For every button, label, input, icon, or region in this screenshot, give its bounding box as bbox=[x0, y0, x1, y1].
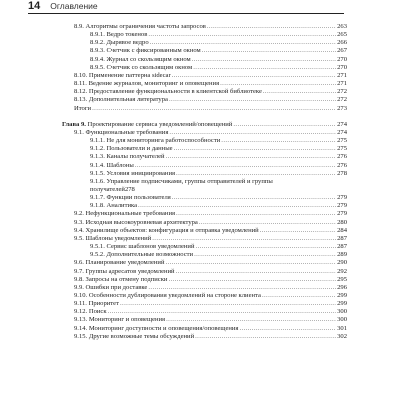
dot-leader bbox=[119, 300, 336, 308]
toc-entry-text: 9.7. Группы адресатов уведомлений bbox=[74, 267, 175, 275]
toc-entry-page: 280 bbox=[337, 218, 347, 226]
toc-entry-text: Итоги bbox=[74, 104, 92, 112]
dot-leader bbox=[168, 96, 336, 104]
dot-leader bbox=[173, 145, 337, 153]
toc-entry-page: 271 bbox=[337, 80, 347, 88]
dot-leader bbox=[134, 162, 336, 170]
toc-entry-page: 276 bbox=[337, 161, 347, 169]
toc-entry-page: 302 bbox=[337, 332, 347, 340]
toc-entry-multiline bbox=[90, 178, 347, 194]
toc-entry bbox=[90, 39, 347, 47]
dot-leader bbox=[147, 31, 336, 39]
toc-entry bbox=[90, 47, 347, 55]
toc-entry-page: 275 bbox=[337, 145, 347, 153]
dot-leader bbox=[201, 47, 336, 55]
dot-leader bbox=[164, 259, 336, 267]
toc-entry bbox=[74, 210, 347, 218]
toc-entry bbox=[90, 243, 347, 251]
toc-entry bbox=[74, 23, 347, 31]
toc-entry-text: 9.1.2. Пользователи и данные bbox=[90, 145, 173, 153]
toc-entry bbox=[74, 72, 347, 80]
dot-leader bbox=[165, 316, 336, 324]
toc-entry bbox=[90, 170, 347, 178]
toc-entry-text: 9.14. Мониторинг доступности и оповещения/оповещения bbox=[74, 324, 239, 332]
toc-entry bbox=[90, 56, 347, 64]
toc-entry bbox=[90, 162, 347, 170]
toc-entry-text: 9.10. Особенности дублирования уведомлений на стороне клиента bbox=[74, 292, 261, 299]
dot-leader bbox=[171, 72, 336, 80]
toc-entry bbox=[90, 251, 347, 259]
toc-entry-page: 279 bbox=[337, 194, 347, 202]
dot-leader bbox=[194, 333, 336, 341]
toc-entry-text: 8.13. Дополнительная литература bbox=[74, 96, 168, 104]
toc-entry bbox=[74, 88, 347, 96]
toc-entry-page: 278 bbox=[337, 169, 347, 177]
toc-entry-page: 272 bbox=[337, 96, 347, 104]
header-rule bbox=[28, 13, 344, 14]
dot-leader bbox=[192, 64, 336, 72]
toc-entry bbox=[74, 276, 347, 284]
toc-entry bbox=[74, 227, 347, 235]
dot-leader bbox=[168, 129, 336, 137]
toc-entry bbox=[90, 64, 347, 72]
toc-entry-text: 8.9.3. Счетчик с фиксированным окном bbox=[90, 47, 201, 55]
toc-entry-page: 299 bbox=[337, 300, 347, 308]
toc-entry-page: 274 bbox=[337, 128, 347, 136]
dot-leader bbox=[219, 80, 336, 88]
toc-entry-text: 9.5.2. Дополнительные возможности bbox=[90, 251, 194, 259]
toc-entry-page: 271 bbox=[337, 71, 347, 79]
toc-entry-text: 9.1.7. Функции пользователя bbox=[90, 194, 171, 202]
dot-leader bbox=[175, 210, 336, 218]
toc-entry-text: 9.4. Хранилище объектов: конфигурация и отправка уведомлений bbox=[74, 226, 259, 234]
toc-entry-text: 8.11. Ведение журналов, мониторинг и оповещения bbox=[74, 80, 220, 88]
toc-entry-page: 287 bbox=[337, 234, 347, 242]
toc-entry-text: 9.8. Запросы на отмену подписки bbox=[74, 275, 168, 283]
toc-entry bbox=[74, 129, 347, 137]
dot-leader bbox=[220, 137, 336, 145]
dot-leader bbox=[147, 284, 336, 292]
dot-leader bbox=[261, 292, 336, 300]
toc-entry-text: 9.1.3. Каналы получателей bbox=[90, 153, 165, 161]
page-number: 14 bbox=[28, 0, 41, 12]
toc-entry-page: 289 bbox=[337, 251, 347, 259]
toc-entry-page: 301 bbox=[337, 324, 347, 332]
toc-entry-page: 292 bbox=[337, 267, 347, 275]
toc-entry-text: 9.6. Планирование уведомлений bbox=[74, 259, 165, 267]
toc-entry-page: 296 bbox=[337, 283, 347, 291]
toc-entry-page: 276 bbox=[337, 153, 347, 161]
toc-entry-text: 9.1.4. Шаблоны bbox=[90, 161, 134, 169]
chapter-label: Глава 9. bbox=[62, 120, 86, 128]
toc-entry bbox=[74, 259, 347, 267]
toc-entry bbox=[74, 219, 347, 227]
dot-leader bbox=[91, 105, 336, 113]
toc-chapter bbox=[62, 121, 347, 129]
toc-entry-text: 8.10. Применение паттерна sidecar bbox=[74, 71, 171, 79]
toc-entry bbox=[74, 105, 347, 113]
toc-entry-page: 272 bbox=[337, 88, 347, 96]
toc-entry-page: 284 bbox=[337, 226, 347, 234]
dot-leader bbox=[171, 194, 336, 202]
toc-entry-page: 279 bbox=[337, 202, 347, 210]
dot-leader bbox=[107, 308, 337, 316]
toc-entry-page: 274 bbox=[337, 120, 347, 128]
toc-entry-text: 8.9.2. Дырявое ведро bbox=[90, 39, 149, 47]
dot-leader bbox=[232, 121, 336, 129]
toc-entry bbox=[74, 80, 347, 88]
toc-entry-page: 295 bbox=[337, 275, 347, 283]
toc-entry bbox=[74, 268, 347, 276]
toc-entry-text: 9.11. Приоритет bbox=[74, 300, 119, 308]
toc-entry bbox=[74, 325, 347, 333]
toc-entry-page: 300 bbox=[337, 308, 347, 316]
toc-entry-text: 9.9. Ошибки при доставке bbox=[74, 283, 148, 291]
toc-entry-text: 8.9. Алгоритмы ограничения частоты запросов bbox=[74, 23, 206, 30]
running-title: Оглавление bbox=[50, 1, 98, 11]
toc-entry-text: 9.12. Поиск bbox=[74, 308, 107, 316]
toc-entry-text: 9.5.1. Сервис шаблонов уведомлений bbox=[90, 243, 195, 251]
toc-entry-text: 9.5. Шаблоны уведомлений bbox=[74, 234, 152, 242]
toc-entry bbox=[90, 194, 347, 202]
toc-entry-text: 8.9.5. Счетчик со скользящим окном bbox=[90, 63, 193, 71]
toc-entry bbox=[90, 202, 347, 210]
toc-entry-text: 9.1.6. Управление подписчиками, группы отправителей и группы bbox=[90, 177, 273, 185]
dot-leader bbox=[206, 23, 336, 31]
dot-leader bbox=[259, 227, 336, 235]
toc-entry-text-cont: получателей bbox=[90, 185, 125, 193]
dot-leader bbox=[238, 325, 336, 333]
toc-entry-page: 263 bbox=[337, 23, 347, 30]
toc-entry-text: Глава 9. Проектирование сервиса уведомлений/оповещений bbox=[62, 120, 233, 128]
dot-leader bbox=[175, 268, 337, 276]
toc-entry bbox=[74, 300, 347, 308]
toc-entry-page: 299 bbox=[337, 292, 347, 299]
toc-entry bbox=[74, 284, 347, 292]
toc-entry-text: 9.1.1. Не для мониторинга работоспособности bbox=[90, 137, 221, 145]
toc-entry-text: 8.9.1. Ведро токенов bbox=[90, 31, 148, 39]
dot-leader bbox=[193, 251, 336, 259]
toc-entry-page: 267 bbox=[337, 47, 347, 55]
toc-entry-text: 9.15. Другие возможные темы обсуждений bbox=[74, 332, 195, 340]
toc-entry-page: 290 bbox=[337, 259, 347, 267]
dot-leader bbox=[191, 56, 336, 64]
dot-leader bbox=[149, 39, 336, 47]
dot-leader bbox=[151, 235, 336, 243]
toc-entry-text: 9.2. Нефункциональные требования bbox=[74, 210, 176, 218]
toc-entry-text: 9.1.8. Аналитика bbox=[90, 202, 138, 210]
toc-entry-text: 9.1. Функциональные требования bbox=[74, 128, 169, 136]
toc-entry-page: 270 bbox=[337, 55, 347, 63]
toc-entry-page: 275 bbox=[337, 137, 347, 145]
toc-entry-page: 278 bbox=[124, 185, 135, 193]
dot-leader bbox=[195, 243, 337, 251]
dot-leader bbox=[175, 170, 336, 178]
toc-entry-page: 266 bbox=[337, 39, 347, 47]
toc-entry bbox=[74, 316, 347, 324]
toc-entry-page: 265 bbox=[337, 31, 347, 39]
toc-entry-page: 273 bbox=[337, 104, 347, 112]
toc-entry-text: 8.9.4. Журнал со скользящим окном bbox=[90, 55, 191, 63]
toc-entry bbox=[74, 292, 347, 300]
section-spacer bbox=[62, 113, 347, 117]
page-header bbox=[28, 0, 98, 12]
toc-entry-text: 9.3. Исходная высокоуровневая архитектура bbox=[74, 218, 198, 226]
toc-entry bbox=[74, 96, 347, 104]
toc-entry-page: 287 bbox=[337, 243, 347, 251]
toc-entry-page: 279 bbox=[337, 210, 347, 218]
toc-entry bbox=[90, 31, 347, 39]
dot-leader bbox=[198, 219, 336, 227]
toc-entry bbox=[74, 235, 347, 243]
dot-leader bbox=[262, 88, 336, 96]
toc-entry-text: 9.13. Мониторинг и оповещения bbox=[74, 316, 166, 324]
toc-entry bbox=[90, 145, 347, 153]
toc-entry-page: 270 bbox=[337, 63, 347, 71]
toc-entry bbox=[90, 137, 347, 145]
toc-entry bbox=[74, 308, 347, 316]
dot-leader bbox=[167, 276, 336, 284]
toc-entry-continuation bbox=[90, 186, 347, 194]
dot-leader bbox=[137, 202, 336, 210]
dot-leader bbox=[165, 153, 337, 161]
toc-entry-page: 300 bbox=[337, 316, 347, 324]
toc-entry-text: 8.12. Предоставление функциональности в клиентской библиотеке bbox=[74, 88, 262, 96]
toc-entry bbox=[90, 153, 347, 161]
table-of-contents bbox=[62, 23, 347, 341]
toc-entry bbox=[74, 333, 347, 341]
toc-entry-text: 9.1.5. Условия инициирования bbox=[90, 169, 176, 177]
